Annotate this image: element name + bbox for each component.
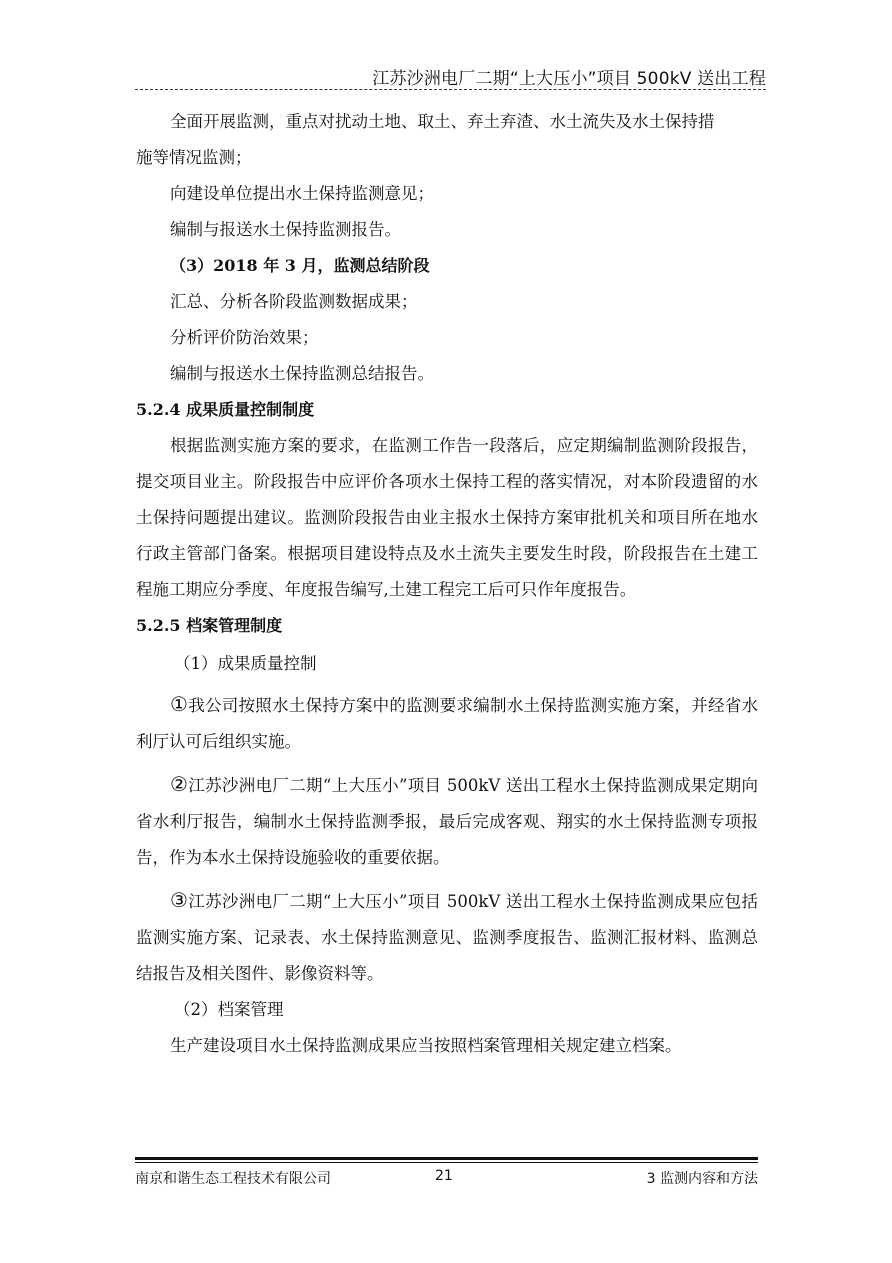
header-divider [135,89,766,90]
section-5-2-4-heading: 5.2.4 成果质量控制制度 [136,400,315,419]
footer-company: 南京和谐生态工程技术有限公司 [135,1171,331,1187]
item-2-text: 江苏沙洲电厂二期“上大压小”项目 500kV 送出工程水土保持监测成果定期向省水利厅报告，编制水土保持监测季报，最后完成客观、翔实的水土保持监测专项报告，作为本水土保持设施验收的重要依据。 [136,776,758,867]
footer-divider-thin [135,1162,758,1163]
subsection-2-text: 生产建设项目水土保持监测成果应当按照档案管理相关规定建立档案。 [170,1036,682,1055]
item-1-paragraph [136,686,758,760]
footer-divider-thick [135,1157,758,1160]
header-title: 江苏沙洲电厂二期“上大压小”项目 500kV 送出工程 [372,69,766,89]
stage2-line-3: 向建设单位提出水土保持监测意见； [170,184,434,203]
stage2-line-4: 编制与报送水土保持监测报告。 [170,220,401,239]
stage3-line-2: 分析评价防治效果； [170,328,319,347]
item-1-text: 我公司按照水土保持方案中的监测要求编制水土保持监测实施方案，并经省水利厅认可后组织实施。 [136,696,758,751]
section-5-2-4-paragraph: 根据监测实施方案的要求，在监测工作告一段落后，应定期编制监测阶段报告，提交项目业主。阶段报告中应评价各项水土保持工程的落实情况，对本阶段遗留的水土保持问题提出建议。监测阶段报告由业主报水土保持方案审批机关和项目所在地水行政主管部门备案。根据项目建设特点及水土流失主要发生时段，阶段报告在土建工程施工期应分季度、年度报告编写,土建工程完工后可只作年度报告。 [136,436,758,599]
subsection-1-heading: （1）成果质量控制 [174,654,317,673]
stage2-line-2: 施等情况监测； [136,148,252,167]
stage3-heading: （3）2018 年 3 月，监测总结阶段 [170,256,430,275]
item-3-marker: ③ [170,888,189,912]
footer-page-number: 21 [435,1168,453,1184]
page-header [135,60,766,90]
item-3-paragraph [136,882,758,992]
stage3-line-1: 汇总、分析各阶段监测数据成果； [170,292,418,311]
item-3-text: 江苏沙洲电厂二期“上大压小”项目 500kV 送出工程水土保持监测成果应包括监测实施方案、记录表、水土保持监测意见、监测季度报告、监测汇报材料、监测总结报告及相关图件、影像资料等。 [136,892,758,983]
item-2-marker: ② [170,772,189,796]
subsection-2-heading: （2）档案管理 [174,1000,284,1019]
footer-chapter: 3 监测内容和方法 [646,1171,758,1187]
page-body [136,104,758,1064]
item-2-paragraph [136,766,758,876]
item-1-marker: ① [170,692,189,716]
stage3-line-3: 编制与报送水土保持监测总结报告。 [170,364,434,383]
section-5-2-5-heading: 5.2.5 档案管理制度 [136,616,283,635]
page-footer [135,1157,758,1197]
stage2-line-1: 全面开展监测，重点对扰动土地、取土、弃土弃渣、水土流失及水土保持措 [170,112,715,131]
